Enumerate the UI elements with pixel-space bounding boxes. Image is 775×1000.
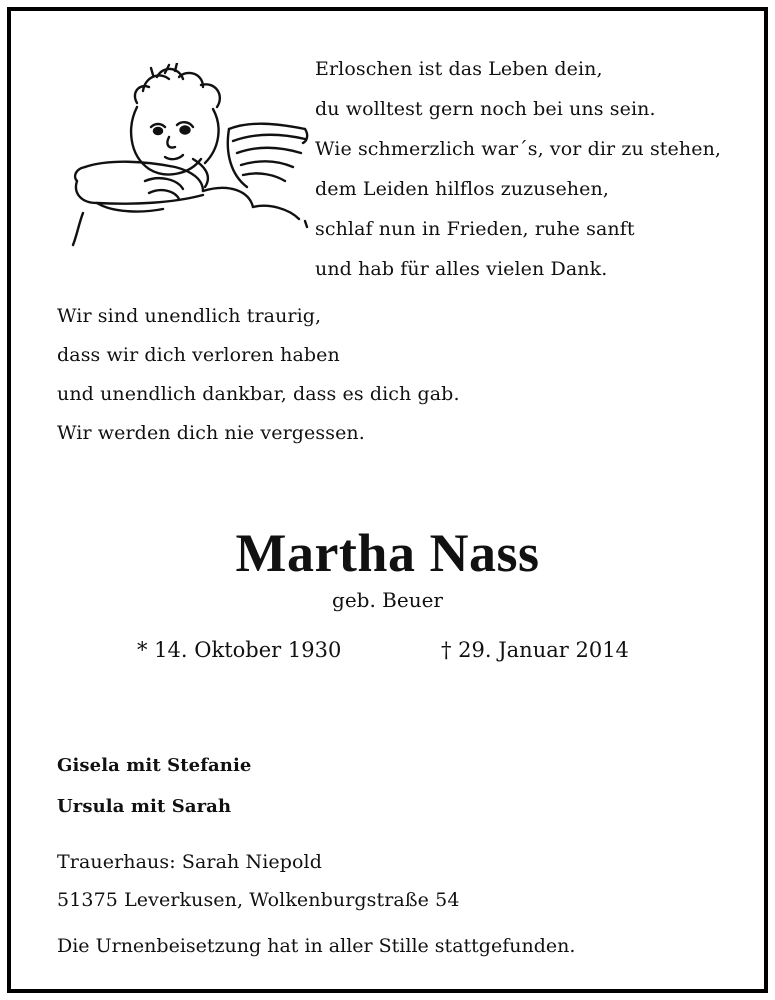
family-member: Gisela mit Stefanie bbox=[57, 755, 252, 776]
condolence-verse bbox=[57, 297, 460, 453]
poem-line: Wie schmerzlich war´s, vor dir zu stehen, bbox=[315, 138, 722, 160]
poem-line: und hab für alles vielen Dank. bbox=[315, 258, 608, 280]
cherub-angel-icon bbox=[53, 63, 313, 253]
family-member: Ursula mit Sarah bbox=[57, 796, 232, 817]
deceased-name: Martha Nass bbox=[235, 523, 540, 583]
mourning-house bbox=[57, 843, 460, 919]
verse-line: und unendlich dankbar, dass es dich gab. bbox=[57, 383, 460, 405]
poem bbox=[315, 49, 721, 289]
poem-line: dem Leiden hilflos zuzusehen, bbox=[315, 178, 609, 200]
verse-line: Wir sind unendlich traurig, bbox=[57, 305, 322, 327]
verse-line: Wir werden dich nie vergessen. bbox=[57, 422, 365, 444]
poem-line: du wolltest gern noch bei uns sein. bbox=[315, 98, 656, 120]
poem-line: schlaf nun in Frieden, ruhe sanft bbox=[315, 218, 635, 240]
obituary-card bbox=[7, 7, 768, 993]
birth-date: * 14. Oktober 1930 bbox=[137, 638, 342, 662]
family-members bbox=[57, 745, 251, 827]
mourning-house-contact: Trauerhaus: Sarah Niepold bbox=[57, 851, 322, 873]
mourning-house-address: 51375 Leverkusen, Wolkenburgstraße 54 bbox=[57, 889, 460, 911]
verse-line: dass wir dich verloren haben bbox=[57, 344, 340, 366]
burial-note: Die Urnenbeisetzung hat in aller Stille stattgefunden. bbox=[57, 935, 576, 957]
death-date: † 29. Januar 2014 bbox=[441, 638, 629, 662]
poem-line: Erloschen ist das Leben dein, bbox=[315, 58, 603, 80]
maiden-name: geb. Beuer bbox=[332, 588, 443, 612]
